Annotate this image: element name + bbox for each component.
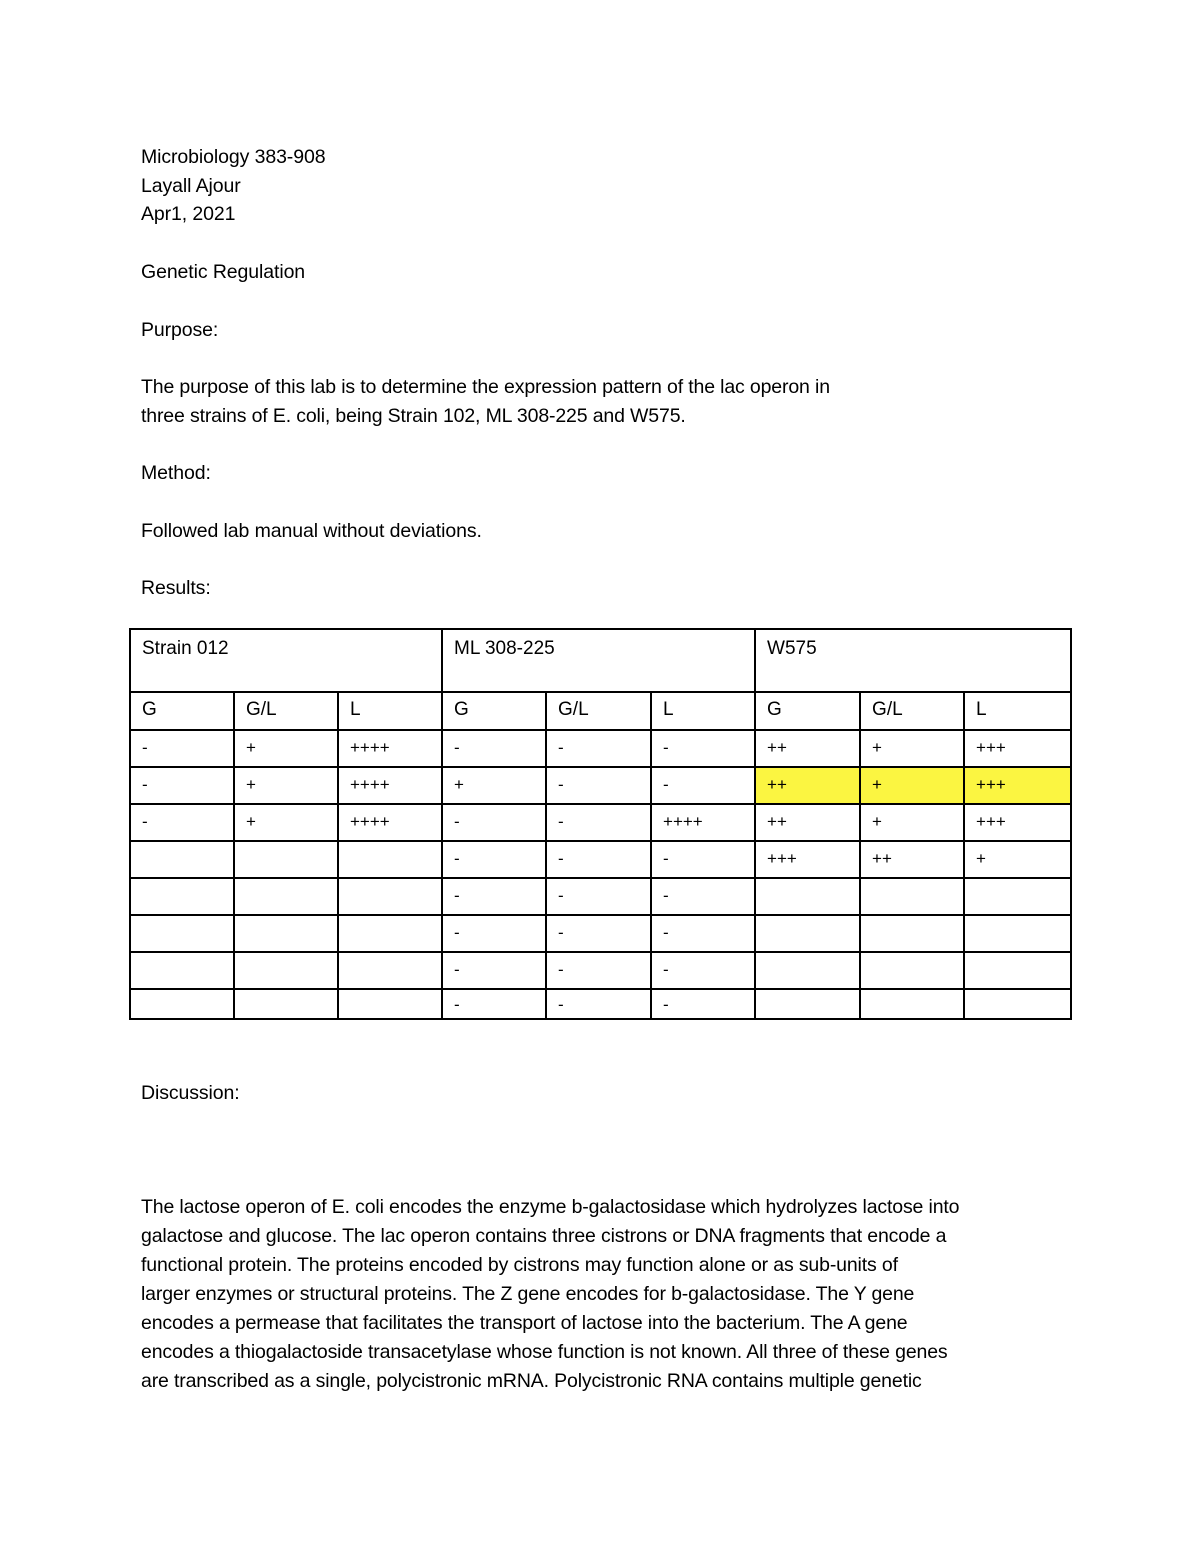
table-cell: -: [442, 989, 546, 1019]
results-heading: Results:: [141, 577, 211, 599]
table-cell: +++: [964, 730, 1071, 767]
table-cell: [234, 878, 338, 915]
table-cell: [338, 841, 442, 878]
table-cell: [860, 878, 964, 915]
table-cell: ++: [755, 804, 860, 841]
table-cell: -: [651, 841, 755, 878]
strain-header-row: [130, 629, 1071, 692]
table-row: [130, 767, 1071, 804]
table-cell: -: [546, 730, 651, 767]
table-cell: -: [651, 952, 755, 989]
table-cell: +: [860, 767, 964, 804]
discussion-line: larger enzymes or structural proteins. The Z gene encodes for b-galactosidase. The Y gene: [141, 1283, 915, 1305]
condition-header-cell: G/L: [860, 692, 964, 730]
discussion-line: functional protein. The proteins encoded by cistrons may function alone or as sub-units of: [141, 1254, 898, 1276]
table-cell: -: [651, 915, 755, 952]
table-cell: -: [546, 989, 651, 1019]
discussion-line: encodes a permease that facilitates the transport of lactose into the bacterium. The A gene: [141, 1312, 908, 1334]
table-cell: [130, 878, 234, 915]
table-cell: -: [442, 915, 546, 952]
table-cell: ++++: [338, 804, 442, 841]
results-table: [129, 628, 1072, 1020]
course-line: Microbiology 383-908: [141, 146, 326, 168]
table-cell: ++: [860, 841, 964, 878]
table-row: [130, 804, 1071, 841]
table-cell: -: [546, 767, 651, 804]
table-cell: ++++: [651, 804, 755, 841]
discussion-paragraph: [141, 1193, 1071, 1396]
discussion-line: encodes a thiogalactoside transacetylase whose function is not known. All three of these genes: [141, 1341, 948, 1363]
table-cell: [964, 878, 1071, 915]
condition-header-cell: G/L: [234, 692, 338, 730]
table-row: [130, 878, 1071, 915]
strain-header-cell: W575: [755, 629, 1071, 692]
table-cell: -: [546, 878, 651, 915]
table-cell: +: [442, 767, 546, 804]
table-cell: [130, 915, 234, 952]
table-cell: [755, 989, 860, 1019]
table-cell: -: [442, 804, 546, 841]
method-heading: Method:: [141, 462, 211, 484]
document-title: Genetic Regulation: [141, 261, 306, 283]
table-cell: [860, 915, 964, 952]
purpose-line: three strains of E. coli, being Strain 102, ML 308-225 and W575.: [141, 405, 686, 427]
table-cell: +++: [755, 841, 860, 878]
table-cell: -: [442, 841, 546, 878]
table-row: [130, 989, 1071, 1019]
table-cell: -: [442, 730, 546, 767]
date-line: Apr1, 2021: [141, 203, 236, 225]
author-line: Layall Ajour: [141, 175, 241, 197]
table-cell: -: [442, 878, 546, 915]
table-cell: -: [651, 989, 755, 1019]
table-cell: [338, 915, 442, 952]
table-cell: -: [651, 730, 755, 767]
discussion-line: are transcribed as a single, polycistronic mRNA. Polycistronic RNA contains multiple genetic: [141, 1370, 922, 1392]
table-cell: +++: [964, 767, 1071, 804]
strain-header-cell: ML 308-225: [442, 629, 755, 692]
table-cell: +: [860, 804, 964, 841]
table-cell: -: [651, 767, 755, 804]
strain-header-cell: Strain 012: [130, 629, 442, 692]
table-cell: [338, 952, 442, 989]
condition-header-row: [130, 692, 1071, 730]
table-cell: +: [964, 841, 1071, 878]
table-cell: -: [546, 915, 651, 952]
table-row: [130, 730, 1071, 767]
table-cell: +: [234, 730, 338, 767]
discussion-heading: Discussion:: [141, 1082, 240, 1104]
table-row: [130, 952, 1071, 989]
table-cell: [860, 952, 964, 989]
table-cell: [234, 952, 338, 989]
discussion-line: The lactose operon of E. coli encodes the enzyme b-galactosidase which hydrolyzes lactose into: [141, 1196, 960, 1218]
table-cell: [234, 989, 338, 1019]
table-cell: ++: [755, 767, 860, 804]
table-cell: [964, 989, 1071, 1019]
table-cell: ++++: [338, 730, 442, 767]
purpose-line: The purpose of this lab is to determine the expression pattern of the lac operon in: [141, 376, 830, 398]
table-cell: +: [860, 730, 964, 767]
table-row: [130, 841, 1071, 878]
purpose-heading: Purpose:: [141, 319, 219, 341]
table-cell: -: [442, 952, 546, 989]
table-cell: [130, 952, 234, 989]
table-cell: [130, 841, 234, 878]
table-cell: [755, 915, 860, 952]
table-cell: -: [130, 767, 234, 804]
condition-header-cell: G: [442, 692, 546, 730]
table-cell: [755, 952, 860, 989]
condition-header-cell: G: [130, 692, 234, 730]
table-cell: [755, 878, 860, 915]
table-cell: [860, 989, 964, 1019]
table-cell: ++++: [338, 767, 442, 804]
table-cell: -: [651, 878, 755, 915]
table-cell: -: [546, 804, 651, 841]
condition-header-cell: G: [755, 692, 860, 730]
table-cell: [130, 989, 234, 1019]
discussion-line: galactose and glucose. The lac operon contains three cistrons or DNA fragments that encode a: [141, 1225, 947, 1247]
table-cell: +: [234, 767, 338, 804]
table-cell: [234, 915, 338, 952]
table-cell: [338, 878, 442, 915]
purpose-paragraph: [141, 373, 1071, 431]
condition-header-cell: L: [651, 692, 755, 730]
table-cell: -: [130, 804, 234, 841]
table-cell: ++: [755, 730, 860, 767]
table-cell: [964, 915, 1071, 952]
table-cell: -: [546, 952, 651, 989]
table-cell: +: [234, 804, 338, 841]
table-row: [130, 915, 1071, 952]
table-cell: -: [130, 730, 234, 767]
condition-header-cell: L: [338, 692, 442, 730]
table-cell: [338, 989, 442, 1019]
table-cell: -: [546, 841, 651, 878]
method-text: Followed lab manual without deviations.: [141, 520, 482, 542]
condition-header-cell: L: [964, 692, 1071, 730]
table-cell: [234, 841, 338, 878]
table-cell: +++: [964, 804, 1071, 841]
table-cell: [964, 952, 1071, 989]
condition-header-cell: G/L: [546, 692, 651, 730]
